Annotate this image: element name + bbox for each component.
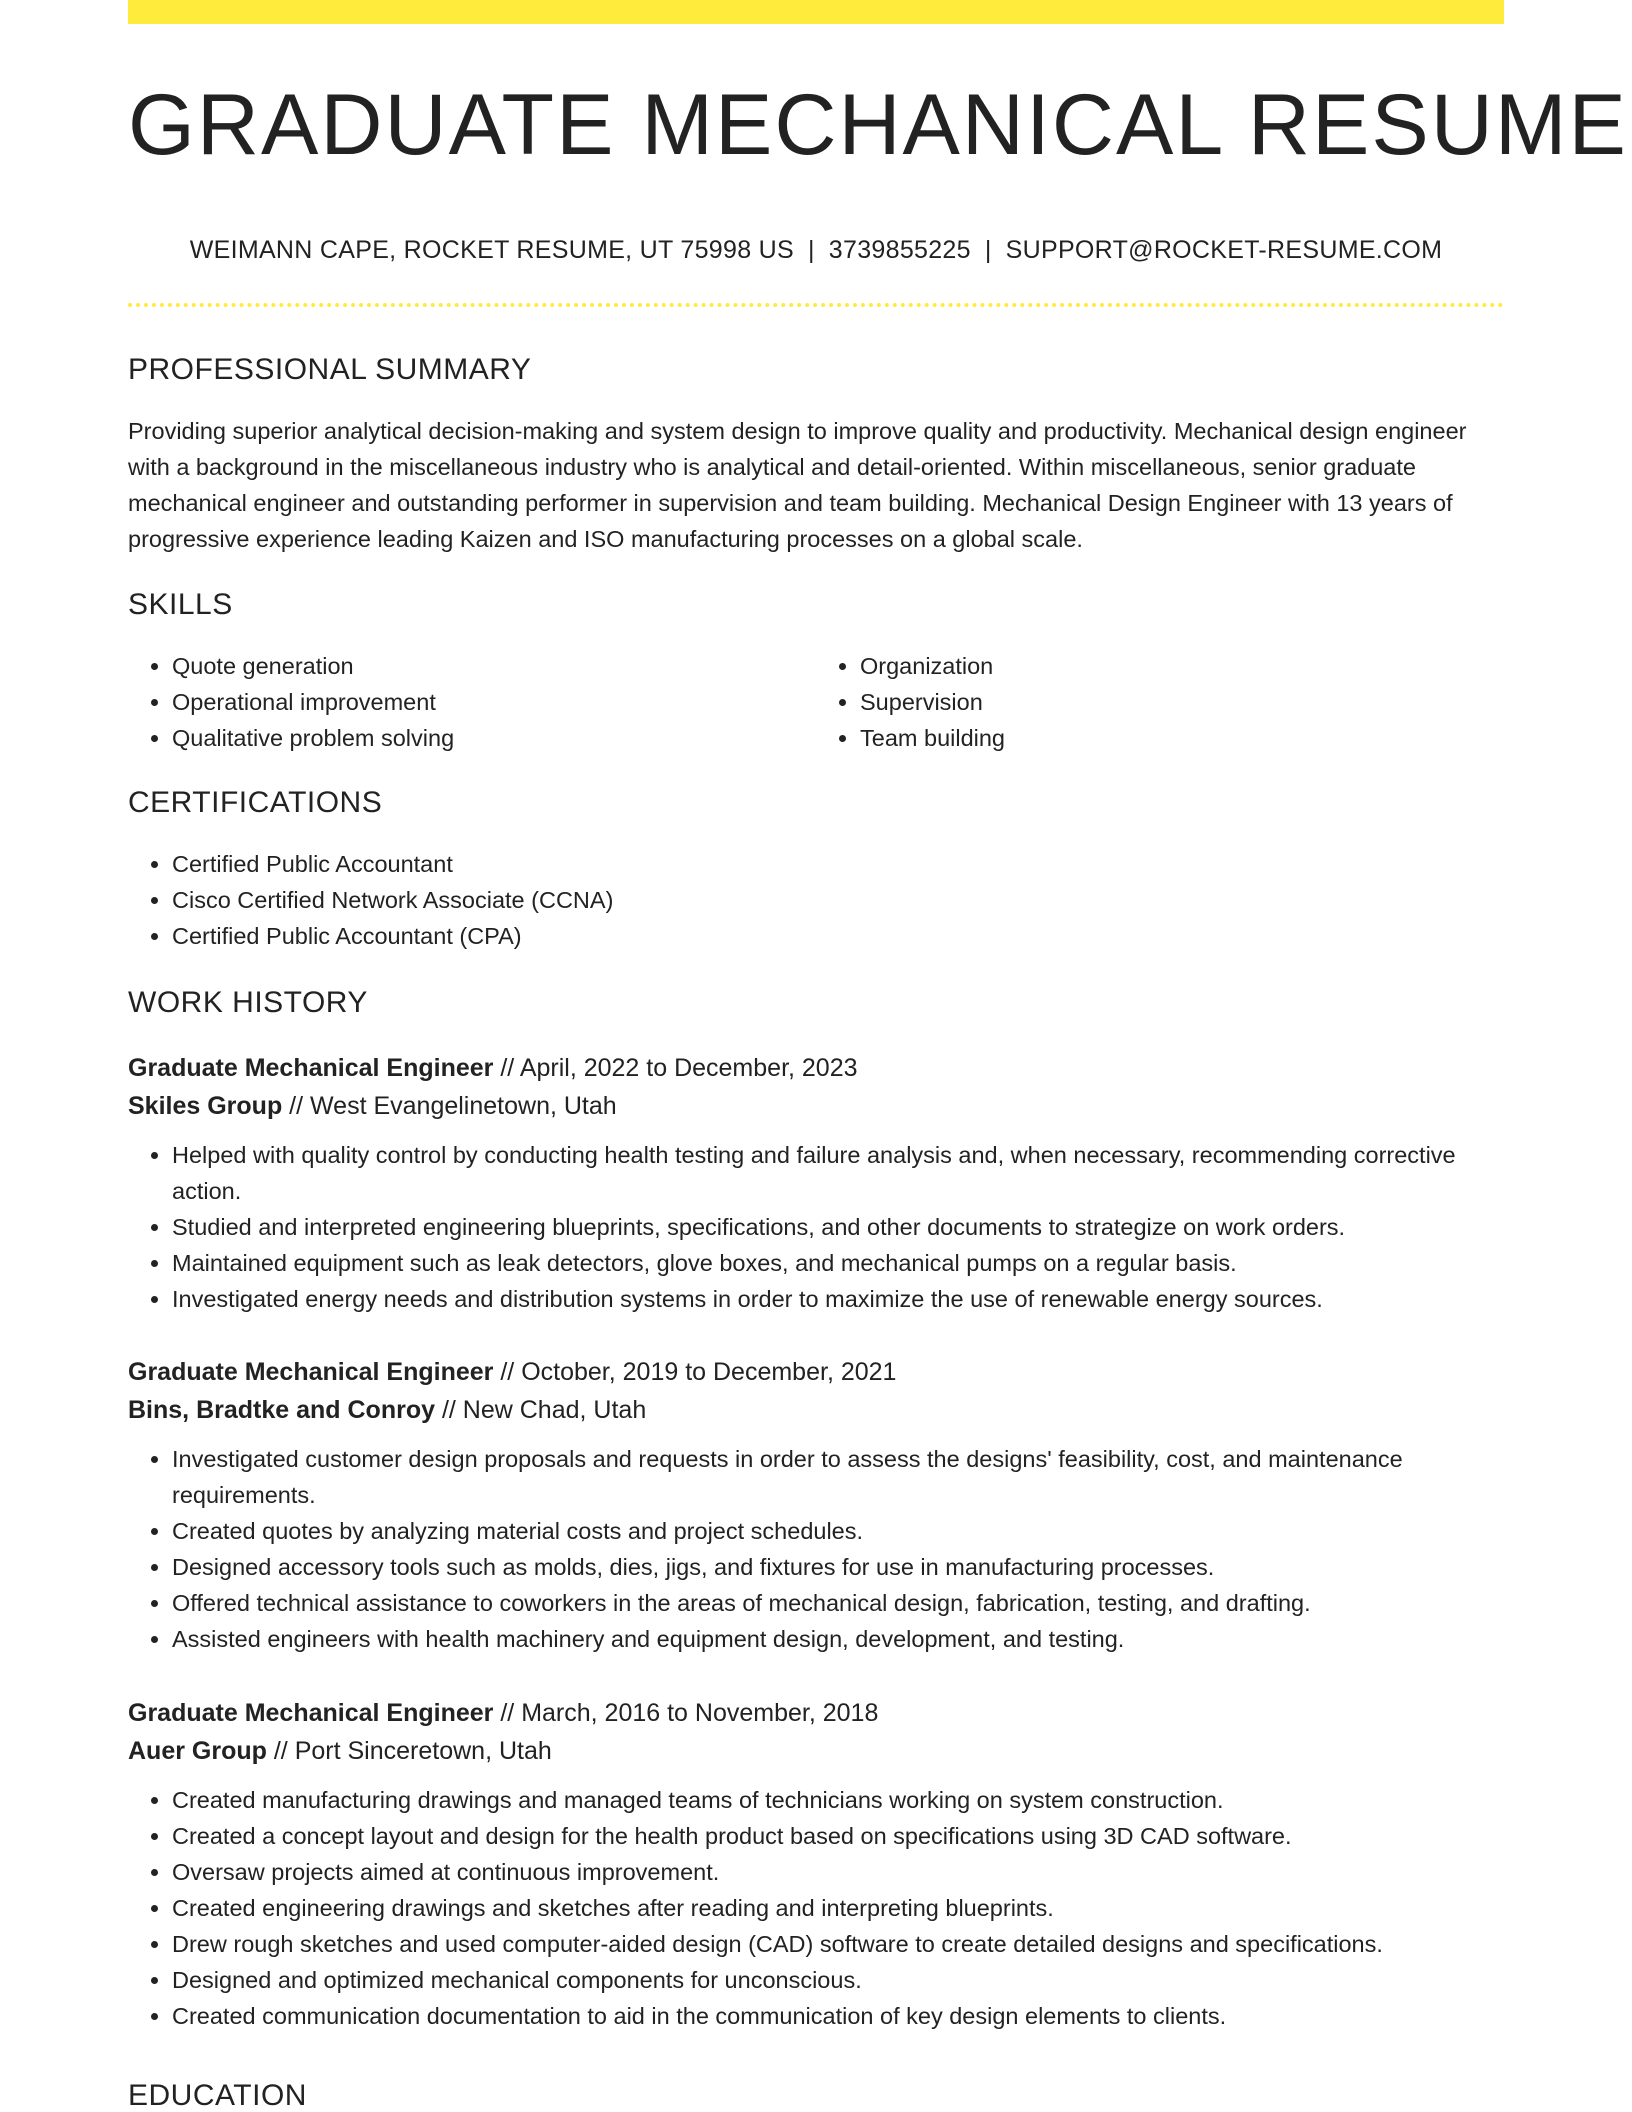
skills-heading: SKILLS: [128, 588, 233, 621]
resume-title: GRADUATE MECHANICAL RESUME: [128, 77, 1628, 173]
job-bullet: • Helped with quality control by conducting health testing and failure analysis and, when necessary, recommending corrective action.: [172, 1137, 1504, 1209]
education-section: [128, 2081, 1504, 2111]
job-bullet: • Created communication documentation to aid in the communication of key design elements to clients.: [172, 1998, 1504, 2034]
job-bullet: • Created a concept layout and design for the health product based on specifications using 3D CAD software.: [172, 1818, 1504, 1854]
certifications-list: [128, 846, 1504, 954]
job-entry: [128, 1694, 1504, 2034]
job-title-line: [128, 1049, 1504, 1087]
job-bullets: [128, 1137, 1504, 1317]
job-dates: April, 2022 to December, 2023: [519, 1054, 858, 1082]
job-separator: //: [493, 1358, 522, 1386]
job-company: Auer Group: [128, 1737, 267, 1765]
summary-section: [128, 355, 1504, 557]
job-company-line: [128, 1732, 1504, 1770]
contact-phone: 3739855225: [828, 236, 971, 264]
skills-grid: [128, 648, 1504, 756]
contact-separator: |: [984, 236, 992, 264]
job-title: Graduate Mechanical Engineer: [128, 1054, 494, 1082]
resume-page: [128, 0, 1628, 2112]
job-bullet: • Offered technical assistance to coworkers in the areas of mechanical design, fabrication, testing, and drafting.: [172, 1585, 1504, 1621]
job-entry: [128, 1353, 1504, 1657]
job-bullet: • Investigated customer design proposals and requests in order to assess the designs' feasibility, cost, and maintenance requirements.: [172, 1441, 1504, 1513]
job-separator: //: [435, 1396, 463, 1424]
job-separator: //: [266, 1737, 295, 1765]
contact-email: SUPPORT@ROCKET-RESUME.COM: [1005, 236, 1443, 264]
job-separator: //: [282, 1092, 311, 1120]
job-bullet: • Investigated energy needs and distribution systems in order to maximize the use of renewable energy sources.: [172, 1281, 1504, 1317]
job-separator: //: [493, 1054, 520, 1082]
job-company-line: [128, 1391, 1504, 1429]
skill-item: • Operational improvement: [172, 684, 816, 720]
job-bullets: [128, 1782, 1504, 2034]
job-company-line: [128, 1087, 1504, 1125]
skill-item: • Team building: [860, 720, 1504, 756]
job-bullet: • Designed accessory tools such as molds, dies, jigs, and fixtures for use in manufacturing processes.: [172, 1549, 1504, 1585]
job-company: Skiles Group: [128, 1092, 283, 1120]
job-bullet: • Oversaw projects aimed at continuous improvement.: [172, 1854, 1504, 1890]
contact-line: [128, 236, 1504, 265]
skill-item: • Supervision: [860, 684, 1504, 720]
job-location: Port Sinceretown, Utah: [294, 1737, 552, 1765]
certification-item: • Certified Public Accountant: [172, 846, 1504, 882]
job-bullet: • Assisted engineers with health machinery and equipment design, development, and testing.: [172, 1621, 1504, 1657]
certification-item: • Cisco Certified Network Associate (CCNA): [172, 882, 1504, 918]
skills-section: [128, 590, 1504, 756]
job-bullet: • Maintained equipment such as leak detectors, glove boxes, and mechanical pumps on a regular basis.: [172, 1245, 1504, 1281]
job-bullets: [128, 1441, 1504, 1657]
work-history-section: [128, 988, 1504, 1018]
job-bullet: • Created engineering drawings and sketches after reading and interpreting blueprints.: [172, 1890, 1504, 1926]
dotted-divider: [128, 303, 1504, 307]
job-bullet: • Drew rough sketches and used computer-aided design (CAD) software to create detailed designs and specifications.: [172, 1926, 1504, 1962]
contact-separator: |: [808, 236, 815, 264]
job-dates: October, 2019 to December, 2021: [521, 1358, 897, 1386]
contact-address: WEIMANN CAPE, ROCKET RESUME, UT 75998 US: [189, 236, 794, 264]
skill-item: • Organization: [860, 648, 1504, 684]
job-bullet: • Studied and interpreted engineering blueprints, specifications, and other documents to strategize on work orders.: [172, 1209, 1504, 1245]
skills-list-left: [128, 648, 816, 756]
job-location: New Chad, Utah: [462, 1396, 647, 1424]
job-title: Graduate Mechanical Engineer: [128, 1699, 494, 1727]
job-title-line: [128, 1694, 1504, 1732]
job-entry: [128, 1049, 1504, 1317]
certifications-heading: CERTIFICATIONS: [128, 786, 383, 819]
job-location: West Evangelinetown, Utah: [310, 1092, 617, 1120]
job-title-line: [128, 1353, 1504, 1391]
job-bullet: • Created quotes by analyzing material costs and project schedules.: [172, 1513, 1504, 1549]
job-dates: March, 2016 to November, 2018: [521, 1699, 879, 1727]
accent-top-bar: [128, 0, 1504, 24]
job-bullet: • Designed and optimized mechanical components for unconscious.: [172, 1962, 1504, 1998]
skill-item: • Qualitative problem solving: [172, 720, 816, 756]
certifications-section: [128, 788, 1504, 954]
work-history-heading: WORK HISTORY: [128, 986, 368, 1019]
summary-text: Providing superior analytical decision-making and system design to improve quality and productivity. Mechanical design engineer with a background in the miscellaneous industry who is analytical and detail-oriented. Within miscellaneous, senior graduate mechanical engineer and outstanding performer in supervision and team building. Mechanical Design Engineer with 13 years of progressive experience leading Kaizen and ISO manufacturing processes on a global scale.: [128, 418, 1467, 552]
summary-heading: PROFESSIONAL SUMMARY: [128, 353, 532, 386]
job-bullet: • Created manufacturing drawings and managed teams of technicians working on system construction.: [172, 1782, 1504, 1818]
skill-item: • Quote generation: [172, 648, 816, 684]
job-separator: //: [493, 1699, 522, 1727]
job-title: Graduate Mechanical Engineer: [128, 1358, 494, 1386]
education-heading: EDUCATION: [128, 2079, 307, 2112]
job-company: Bins, Bradtke and Conroy: [128, 1396, 435, 1424]
certification-item: • Certified Public Accountant (CPA): [172, 918, 1504, 954]
skills-list-right: [816, 648, 1504, 756]
